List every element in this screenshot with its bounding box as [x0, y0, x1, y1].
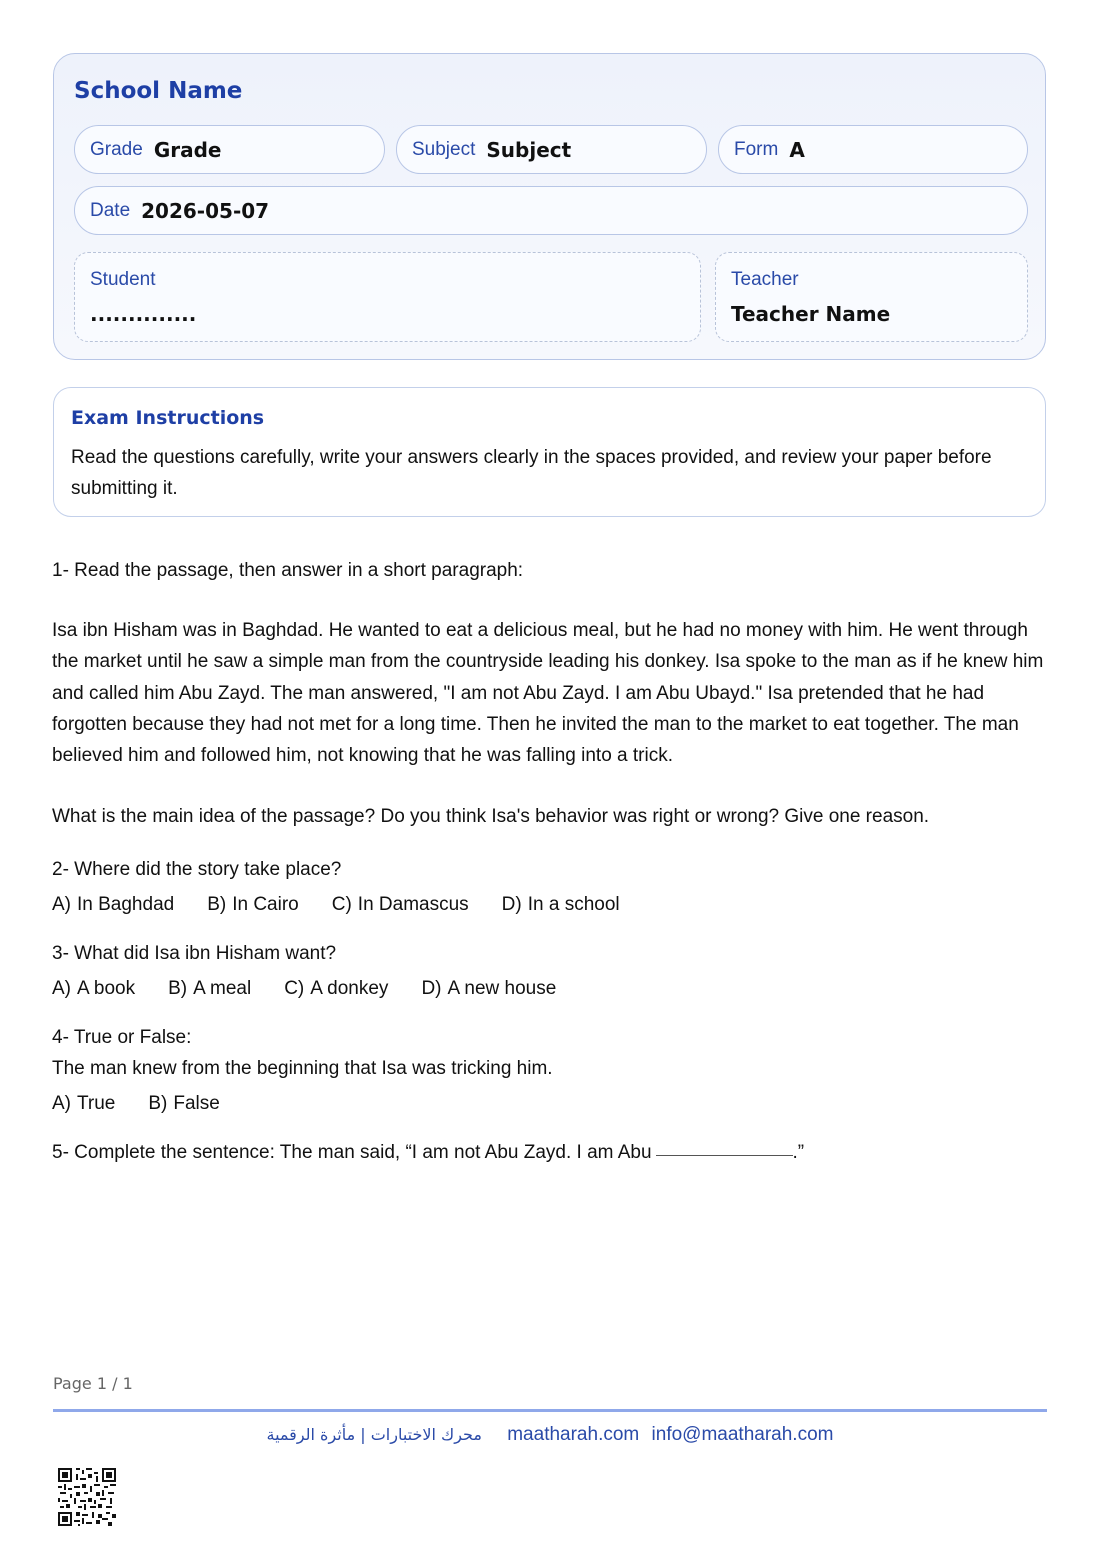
option-text: A donkey	[310, 978, 389, 1000]
form-value: A	[789, 137, 805, 162]
grade-field	[74, 125, 385, 174]
question-3-prompt: 3- What did Isa ibn Hisham want?	[52, 943, 337, 965]
option-letter: A)	[52, 978, 71, 1000]
date-label: Date	[90, 199, 131, 221]
form-label: Form	[734, 138, 779, 160]
subject-field	[396, 125, 707, 174]
answer-option[interactable]	[502, 894, 620, 916]
option-letter: C)	[331, 894, 352, 916]
answer-option[interactable]	[332, 894, 469, 916]
answer-option[interactable]	[52, 894, 174, 916]
option-text: A new house	[447, 978, 557, 1000]
question-5-prompt: 5- Complete the sentence: The man said, “I am not Abu Zayd. I am Abu	[52, 1142, 652, 1164]
footer-brand-arabic: محرك الاختبارات | مأثرة الرقمية	[266, 1425, 482, 1444]
exam-instructions-card	[53, 387, 1046, 517]
grade-label: Grade	[90, 138, 143, 160]
exam-header-card	[53, 53, 1046, 360]
option-letter: D)	[421, 978, 442, 1000]
student-box	[74, 252, 701, 342]
student-label: Student	[90, 269, 156, 290]
subject-value: Subject	[486, 137, 572, 162]
option-text: In a school	[527, 894, 620, 916]
footer-links	[0, 1424, 1100, 1446]
questions-section	[52, 555, 1047, 1168]
option-text: In Baghdad	[77, 894, 175, 916]
teacher-name: Teacher Name	[731, 302, 891, 326]
option-text: In Damascus	[357, 894, 469, 916]
grade-value: Grade	[153, 137, 222, 162]
answer-option[interactable]	[52, 978, 135, 1000]
answer-option[interactable]	[168, 978, 251, 1000]
form-field	[718, 125, 1028, 174]
answer-option[interactable]	[148, 1093, 219, 1115]
answer-option[interactable]	[52, 1093, 115, 1115]
qr-code-icon	[58, 1468, 116, 1526]
instructions-title: Exam Instructions	[71, 407, 265, 429]
option-text: A book	[77, 978, 136, 1000]
teacher-label: Teacher	[731, 269, 799, 290]
option-text: A meal	[193, 978, 252, 1000]
option-text: In Cairo	[232, 894, 299, 916]
option-letter: B)	[148, 1093, 168, 1115]
question-3-options	[52, 978, 1047, 1000]
page-number: Page 1 / 1	[53, 1374, 133, 1393]
date-field	[74, 186, 1028, 235]
option-letter: A)	[52, 1093, 71, 1115]
question-2-options	[52, 894, 1047, 916]
option-letter: C)	[284, 978, 305, 1000]
answer-option[interactable]	[207, 894, 299, 916]
footer-email-link[interactable]: info@maatharah.com	[651, 1424, 834, 1445]
question-4-options	[52, 1093, 1047, 1115]
answer-blank[interactable]	[656, 1154, 793, 1156]
date-value: 2026-05-07	[141, 198, 270, 223]
answer-option[interactable]	[421, 978, 556, 1000]
option-text: True	[77, 1093, 116, 1115]
footer-divider	[53, 1409, 1047, 1412]
teacher-box	[715, 252, 1028, 342]
school-name: School Name	[74, 78, 243, 104]
answer-option[interactable]	[284, 978, 388, 1000]
question-1-prompt: 1- Read the passage, then answer in a short paragraph:	[52, 560, 524, 581]
student-name-placeholder: ..............	[90, 302, 197, 326]
option-letter: A)	[52, 894, 71, 916]
question-5	[52, 1137, 1047, 1168]
question-1-followup: What is the main idea of the passage? Do you think Isa's behavior was right or wrong? Give one reason.	[52, 806, 930, 828]
question-4-prompt: 4- True or False:	[52, 1027, 192, 1049]
option-text: False	[173, 1093, 220, 1115]
footer-website-link[interactable]: maatharah.com	[507, 1424, 640, 1445]
question-1-passage: Isa ibn Hisham was in Baghdad. He wanted to eat a delicious meal, but he had no money with him. He went through the market until he saw a simple man from the countryside leading his donkey. Isa spoke to the man as if he knew him and called him Abu Zayd. The man answered, "I am not Abu Zayd. I am Abu Ubayd." Isa pretended that he had forgotten because they had not met for a long time. Then he invited the man to the market to eat together. The man believed him and followed him, not knowing that he was falling into a trick.	[52, 620, 1044, 767]
option-letter: D)	[501, 894, 522, 916]
option-letter: B)	[207, 894, 227, 916]
subject-label: Subject	[412, 138, 476, 160]
question-2-prompt: 2- Where did the story take place?	[52, 859, 342, 881]
question-4-statement: The man knew from the beginning that Isa was tricking him.	[52, 1058, 553, 1080]
question-5-suffix: .”	[792, 1142, 805, 1164]
instructions-text: Read the questions carefully, write your answers clearly in the spaces provided, and review your paper before submitting it.	[71, 447, 992, 499]
option-letter: B)	[168, 978, 188, 1000]
